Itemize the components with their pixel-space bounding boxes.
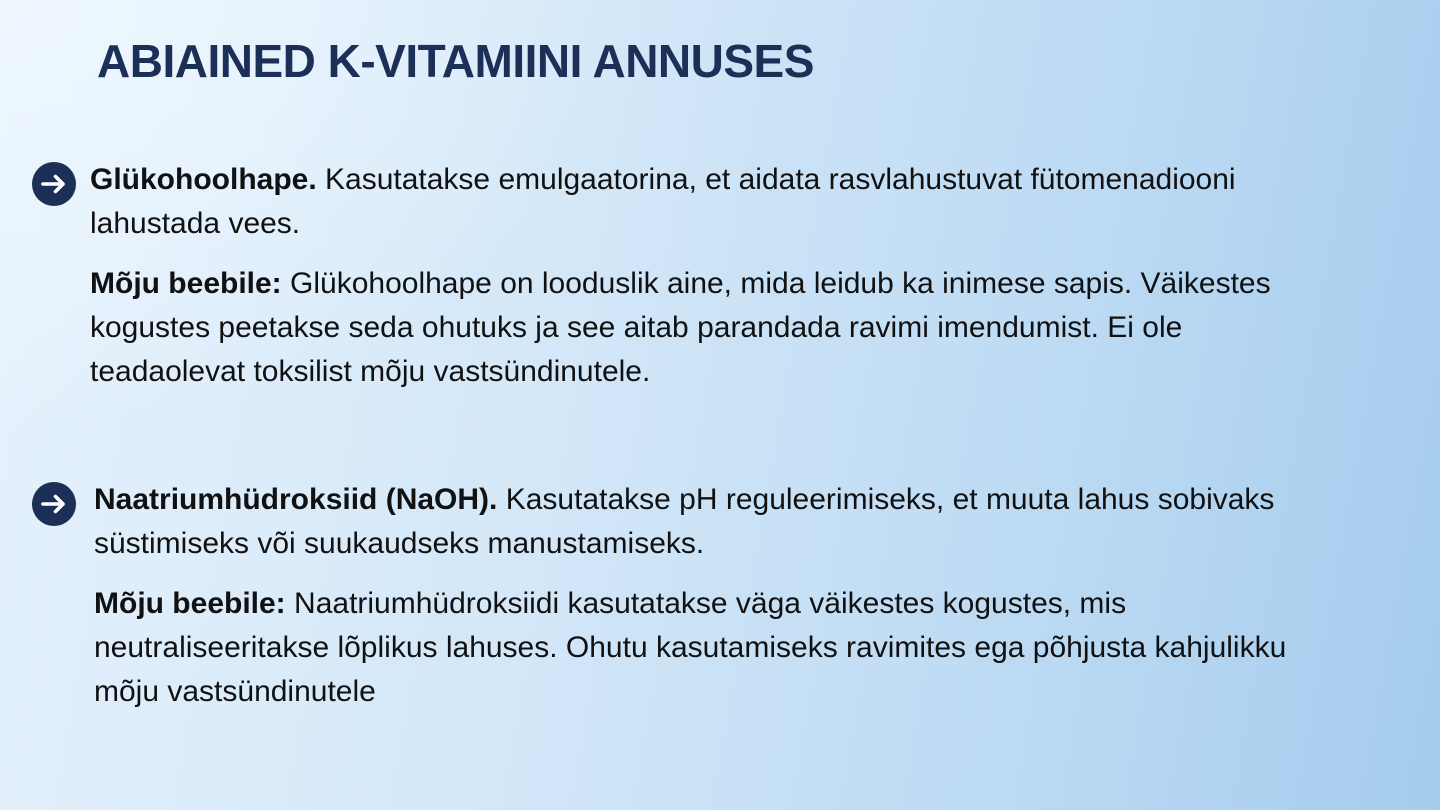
effect-label: Mõju beebile: [94, 587, 286, 620]
item-name: Naatriumhüdroksiid (NaOH). [94, 483, 498, 516]
item-effect-paragraph [90, 262, 1292, 394]
item-description-paragraph [94, 478, 1292, 566]
item-name: Glükohoolhape. [90, 163, 317, 196]
arrow-right-circle-icon [32, 162, 76, 206]
item-description: Kasutatakse emulgaatorina, et aidata rasvlahustuvat fütomenadiooni lahustada vees. [90, 163, 1236, 240]
effect-label: Mõju beebile: [90, 267, 282, 300]
item-effect: Naatriumhüdroksiidi kasutatakse väga väikestes kogustes, mis neutraliseeritakse lõplikus lahuses. Ohutu kasutamiseks ravimites ega põhjusta kahjulikku mõju vastsündinutele [94, 587, 1287, 708]
list-item [32, 478, 1292, 714]
list-item [32, 158, 1292, 394]
item-effect: Glükohoolhape on looduslik aine, mida leidub ka inimese sapis. Väikestes kogustes peetakse seda ohutuks ja see aitab parandada ravimi imendumist. Ei ole teadaolevat toksilist mõju vastsündinutele. [90, 267, 1271, 388]
slide-title: ABIAINED K-VITAMIINI ANNUSES [97, 35, 814, 87]
item-effect-paragraph [94, 582, 1292, 714]
item-description: Kasutatakse pH reguleerimiseks, et muuta lahus sobivaks süstimiseks või suukaudseks manustamiseks. [94, 483, 1275, 560]
item-description-paragraph [90, 158, 1292, 246]
arrow-right-circle-icon [32, 482, 76, 526]
